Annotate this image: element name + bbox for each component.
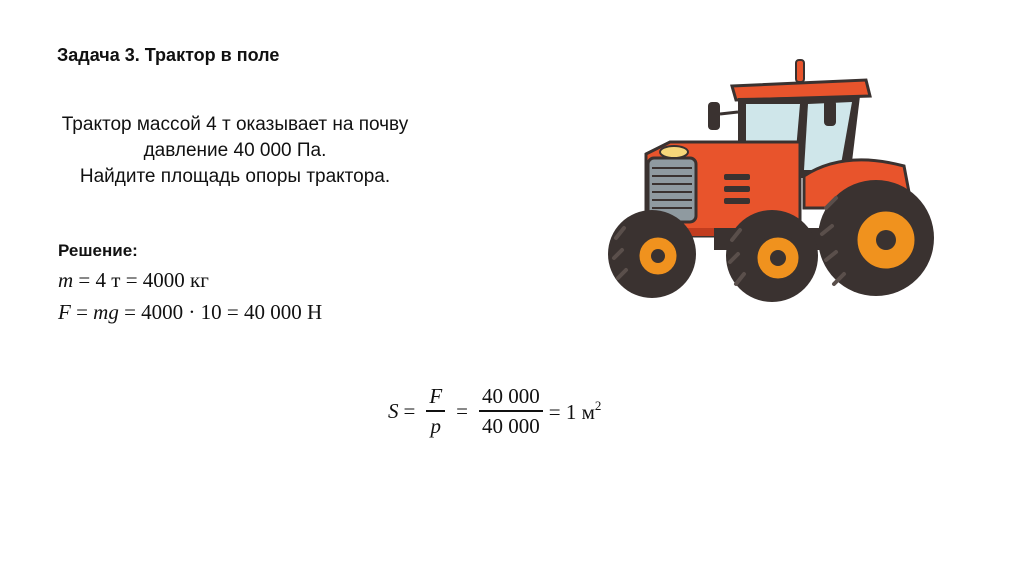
equals-sign-2: = (456, 398, 469, 423)
fraction-force-pressure (426, 384, 445, 438)
task-title: Задача 3. Трактор в поле (57, 45, 280, 65)
fraction-bar (426, 410, 445, 412)
problem-statement (40, 112, 430, 190)
fraction-numerator-value: 40 000 (482, 384, 540, 409)
problem-line-3: Найдите площадь опоры трактора. (79, 166, 391, 187)
force-mg: mg (93, 300, 119, 324)
fraction-bar-2 (479, 410, 543, 412)
fraction-numerator-f: F (429, 384, 443, 409)
problem-line-1: Трактор массой 4 т оказывает на почву (61, 114, 409, 135)
area-formula (388, 382, 601, 440)
area-result (549, 398, 602, 425)
mass-variable: m (58, 268, 74, 292)
equation-force (58, 300, 322, 325)
mass-conversion: = 4 т = 4000 кг (73, 268, 209, 292)
area-variable: S (388, 398, 399, 423)
solution-label: Решение: (58, 241, 138, 260)
fraction-denominator-p: p (430, 413, 441, 438)
equals-sign: = (403, 398, 416, 423)
force-calculation: = 4000 · 10 = 40 000 Н (118, 300, 323, 324)
area-exponent: 2 (594, 397, 602, 413)
area-result-text: = 1 м (548, 399, 595, 424)
fraction-denominator-value: 40 000 (482, 413, 540, 438)
force-equals: = (70, 300, 94, 324)
equation-mass (58, 268, 209, 293)
force-variable: F (58, 300, 71, 324)
tractor-icon (604, 58, 934, 308)
fraction-values (479, 384, 543, 438)
problem-line-2: давление 40 000 Па. (143, 140, 327, 161)
